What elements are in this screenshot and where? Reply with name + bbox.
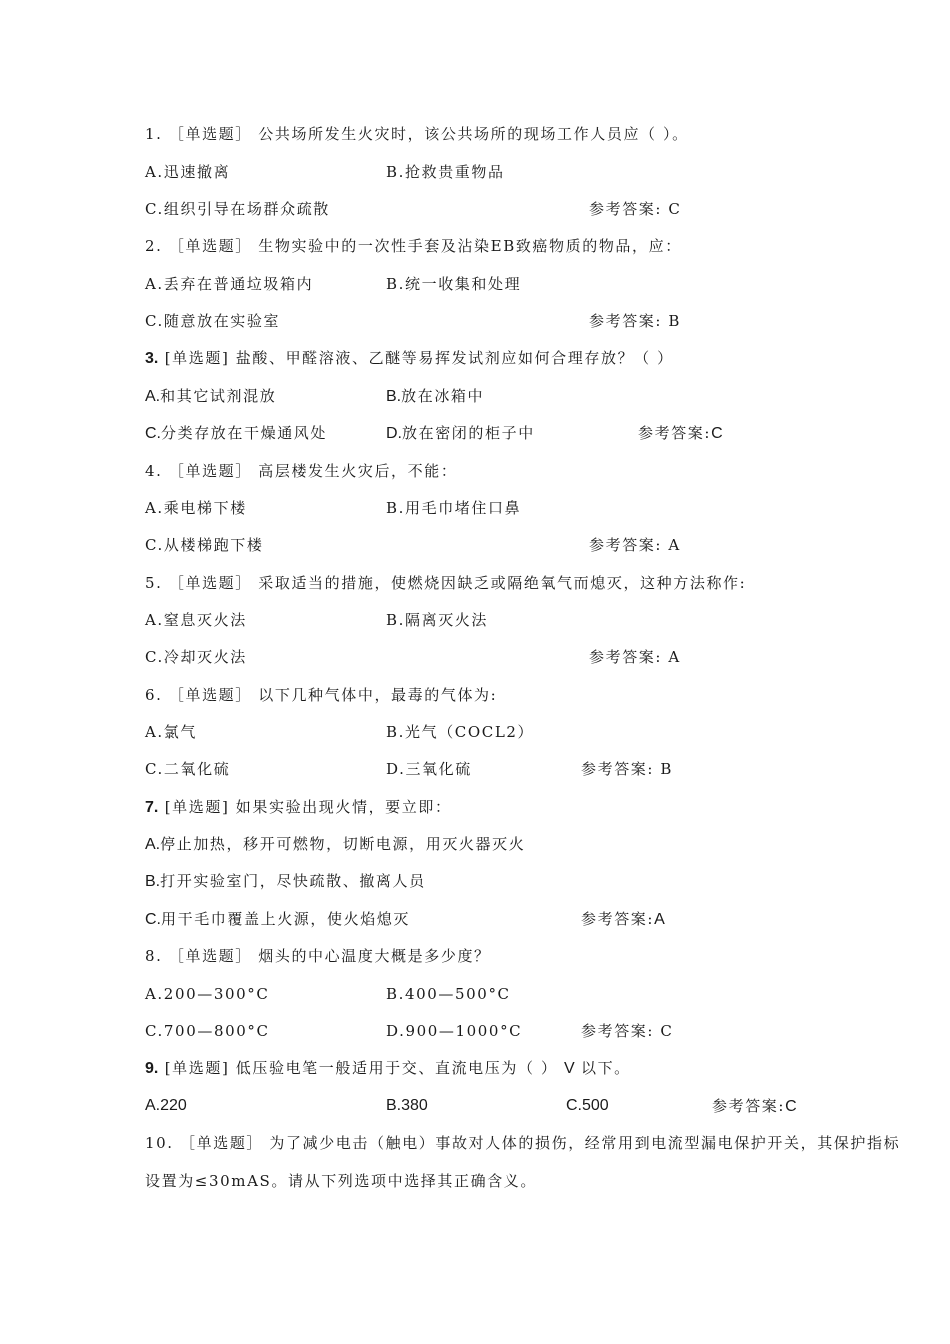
q2-answer: 参考答案: B (589, 312, 682, 330)
q1-answer: 参考答案: C (589, 200, 682, 218)
question-9 (145, 1058, 631, 1079)
q8-option-a: A.200—300°C (145, 985, 270, 1003)
q9-text: [单选题] 低压验电笔一般适用于交、直流电压为（ ） (158, 1059, 564, 1077)
q7-option-c-letter: C. (145, 911, 161, 928)
q3-option-a (145, 386, 276, 407)
q6-option-d: D.三氧化硫 (386, 760, 472, 778)
question-2-text: 2. ［单选题］ 生物实验中的一次性手套及沾染EB致癌物质的物品，应： (145, 237, 682, 255)
question-4-text: 4. ［单选题］ 高层楼发生火灾后，不能： (145, 462, 458, 480)
q7-number: 7. (145, 799, 159, 816)
q3-number: 3. (145, 350, 159, 367)
q5-answer: 参考答案: A (589, 648, 681, 666)
q9-option-c: C.500 (566, 1097, 609, 1114)
q9-unit: V (563, 1060, 575, 1077)
q7-option-b (145, 871, 426, 892)
q3-option-d-letter: D. (386, 425, 402, 442)
q3-answer-label: 参考答案: (638, 424, 712, 442)
q3-answer (638, 423, 723, 444)
q7-answer (581, 909, 665, 930)
q6-option-a: A.氯气 (145, 723, 198, 741)
q7-option-a (145, 834, 525, 855)
q1-option-a: A.迅速撤离 (145, 163, 231, 181)
question-5-text: 5. ［单选题］ 采取适当的措施，使燃烧因缺乏或隔绝氧气而熄灭，这种方法称作: (145, 574, 747, 592)
q8-option-b: B.400—500°C (386, 985, 511, 1003)
q6-option-b: B.光气（COCL2） (386, 723, 535, 741)
q3-option-b-text: 放在冰箱中 (401, 387, 485, 405)
question-3 (145, 348, 674, 369)
q3-option-d-text: 放在密闭的柜子中 (402, 424, 535, 442)
q3-text: [单选题] 盐酸、甲醛溶液、乙醚等易挥发试剂应如何合理存放？（ ） (158, 349, 674, 367)
q6-option-c: C.二氧化硫 (145, 760, 231, 778)
question-1-text: 1. ［单选题］ 公共场所发生火灾时，该公共场所的现场工作人员应（ ）。 (145, 125, 689, 143)
q3-option-b-letter: B. (386, 388, 402, 405)
q7-option-b-text: 打开实验室门，尽快疏散、撤离人员 (160, 872, 426, 890)
q5-option-c: C.冷却灭火法 (145, 648, 247, 666)
q2-option-a: A.丢弃在普通垃圾箱内 (145, 275, 314, 293)
q7-option-a-letter: A. (145, 836, 161, 853)
q9-answer-letter: C (785, 1098, 797, 1115)
q3-option-c (145, 423, 327, 444)
q2-option-c: C.随意放在实验室 (145, 312, 281, 330)
q6-answer: 参考答案: B (581, 760, 674, 778)
q8-answer: 参考答案: C (581, 1022, 674, 1040)
question-8-text: 8. ［单选题］ 烟头的中心温度大概是多少度？ (145, 947, 491, 965)
q4-option-c: C.从楼梯跑下楼 (145, 536, 264, 554)
q8-option-d: D.900—1000°C (386, 1022, 523, 1040)
q5-option-b: B.隔离灭火法 (386, 611, 488, 629)
q8-option-c: C.700—800°C (145, 1022, 270, 1040)
q3-option-c-letter: C. (145, 425, 161, 442)
q3-option-a-text: 和其它试剂混放 (160, 387, 277, 405)
q9-option-b: B.380 (386, 1097, 428, 1114)
q9-number: 9. (145, 1060, 159, 1077)
q4-answer: 参考答案: A (589, 536, 681, 554)
q7-text: [单选题] 如果实验出现火情，要立即： (158, 798, 452, 816)
q3-answer-letter: C (711, 425, 723, 442)
question-6-text: 6. ［单选题］ 以下几种气体中，最毒的气体为: (145, 686, 498, 704)
q1-option-b: B.抢救贵重物品 (386, 163, 505, 181)
q9-answer (712, 1096, 797, 1117)
q7-option-c (145, 909, 410, 930)
q9-answer-label: 参考答案: (712, 1097, 786, 1115)
q7-answer-label: 参考答案: (581, 910, 655, 928)
q7-option-c-text: 用干毛巾覆盖上火源，使火焰熄灭 (161, 910, 411, 928)
q3-option-c-text: 分类存放在干燥通风处 (161, 424, 328, 442)
q3-option-d (386, 423, 535, 444)
q9-option-a: A.220 (145, 1097, 187, 1114)
q3-option-a-letter: A. (145, 388, 161, 405)
q7-answer-letter: A (654, 911, 665, 928)
q5-option-a: A.窒息灭火法 (145, 611, 247, 629)
q2-option-b: B.统一收集和处理 (386, 275, 522, 293)
question-10-text: 10. ［单选题］ 为了减少电击（触电）事故对人体的损伤，经常用到电流型漏电保护开关，其保护指标设置为≤30mAS。请从下列选项中选择其正确含义。 (145, 1134, 901, 1190)
q7-option-b-letter: B. (145, 873, 161, 890)
q3-option-b (386, 386, 484, 407)
q9-text-tail: 以下。 (574, 1059, 631, 1077)
q4-option-a: A.乘电梯下楼 (145, 499, 247, 517)
q4-option-b: B.用毛巾堵住口鼻 (386, 499, 522, 517)
q7-option-a-text: 停止加热，移开可燃物，切断电源，用灭火器灭火 (160, 835, 526, 853)
question-7 (145, 797, 452, 818)
q1-option-c: C.组织引导在场群众疏散 (145, 200, 330, 218)
